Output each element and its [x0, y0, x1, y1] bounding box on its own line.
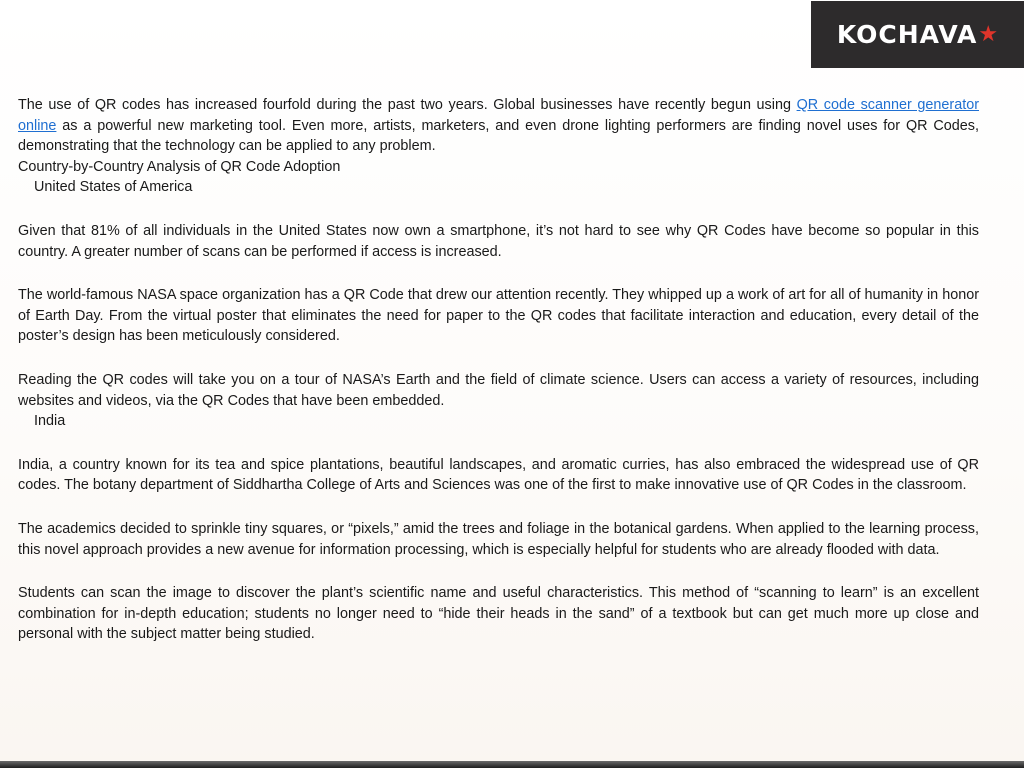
intro-text-after-link: as a powerful new marketing tool. Even more, artists, marketers, and even drone lighting performers are finding novel uses for QR Codes, demonstrating that the technology can be applied to any problem. — [18, 117, 979, 155]
usa-paragraph-3: Reading the QR codes will take you on a tour of NASA’s Earth and the field of climate science. Users can access a variety of resources, including websites and videos, via the QR Codes that have been embedded. — [18, 371, 979, 409]
logo-wordmark: KOCHAVA — [836, 20, 978, 49]
section-heading: Country-by-Country Analysis of QR Code Adoption — [18, 158, 341, 175]
usa-paragraph-2: The world-famous NASA space organization has a QR Code that drew our attention recently. They whipped up a work of art for all of humanity in honor of Earth Day. From the virtual poster that eliminates the need for paper to the QR codes that facilitate interaction and education, every detail of the poster’s design has been meticulously considered. — [18, 287, 979, 345]
india-paragraph-2: The academics decided to sprinkle tiny squares, or “pixels,” amid the trees and foliage in the botanical gardens. When applied to the learning process, this novel approach provides a new avenue for information processing, which is especially helpful for students who are already flooded with data. — [18, 520, 979, 558]
star-icon: ★ — [978, 20, 999, 46]
india-heading: India — [34, 413, 66, 430]
india-paragraph-1: India, a country known for its tea and spice plantations, beautiful landscapes, and aromatic curries, has also embraced the widespread use of QR codes. The botany department of Siddhartha College of Arts and Sciences was one of the first to make innovative use of QR Codes in the classroom. — [18, 456, 979, 494]
article-body — [18, 95, 979, 645]
intro-paragraph — [18, 95, 979, 157]
india-paragraph-3: Students can scan the image to discover the plant’s scientific name and useful characteristics. This method of “scanning to learn” is an excellent combination for in-depth education; students no longer need to “hide their heads in the sand” of a textbook but can get much more up close and personal with the subject matter being studied. — [18, 585, 979, 643]
intro-text-before-link: The use of QR codes has increased fourfold during the past two years. Global businesses have recently begun using — [18, 97, 797, 113]
bottom-border — [0, 761, 1024, 768]
kochava-logo — [811, 1, 1024, 68]
usa-heading: United States of America — [34, 179, 193, 196]
qr-generator-link[interactable]: QR code scanner generator online — [18, 97, 979, 134]
usa-paragraph-1: Given that 81% of all individuals in the United States now own a smartphone, it’s not hard to see why QR Codes have become so popular in this country. A greater number of scans can be performed if access is increased. — [18, 222, 979, 260]
